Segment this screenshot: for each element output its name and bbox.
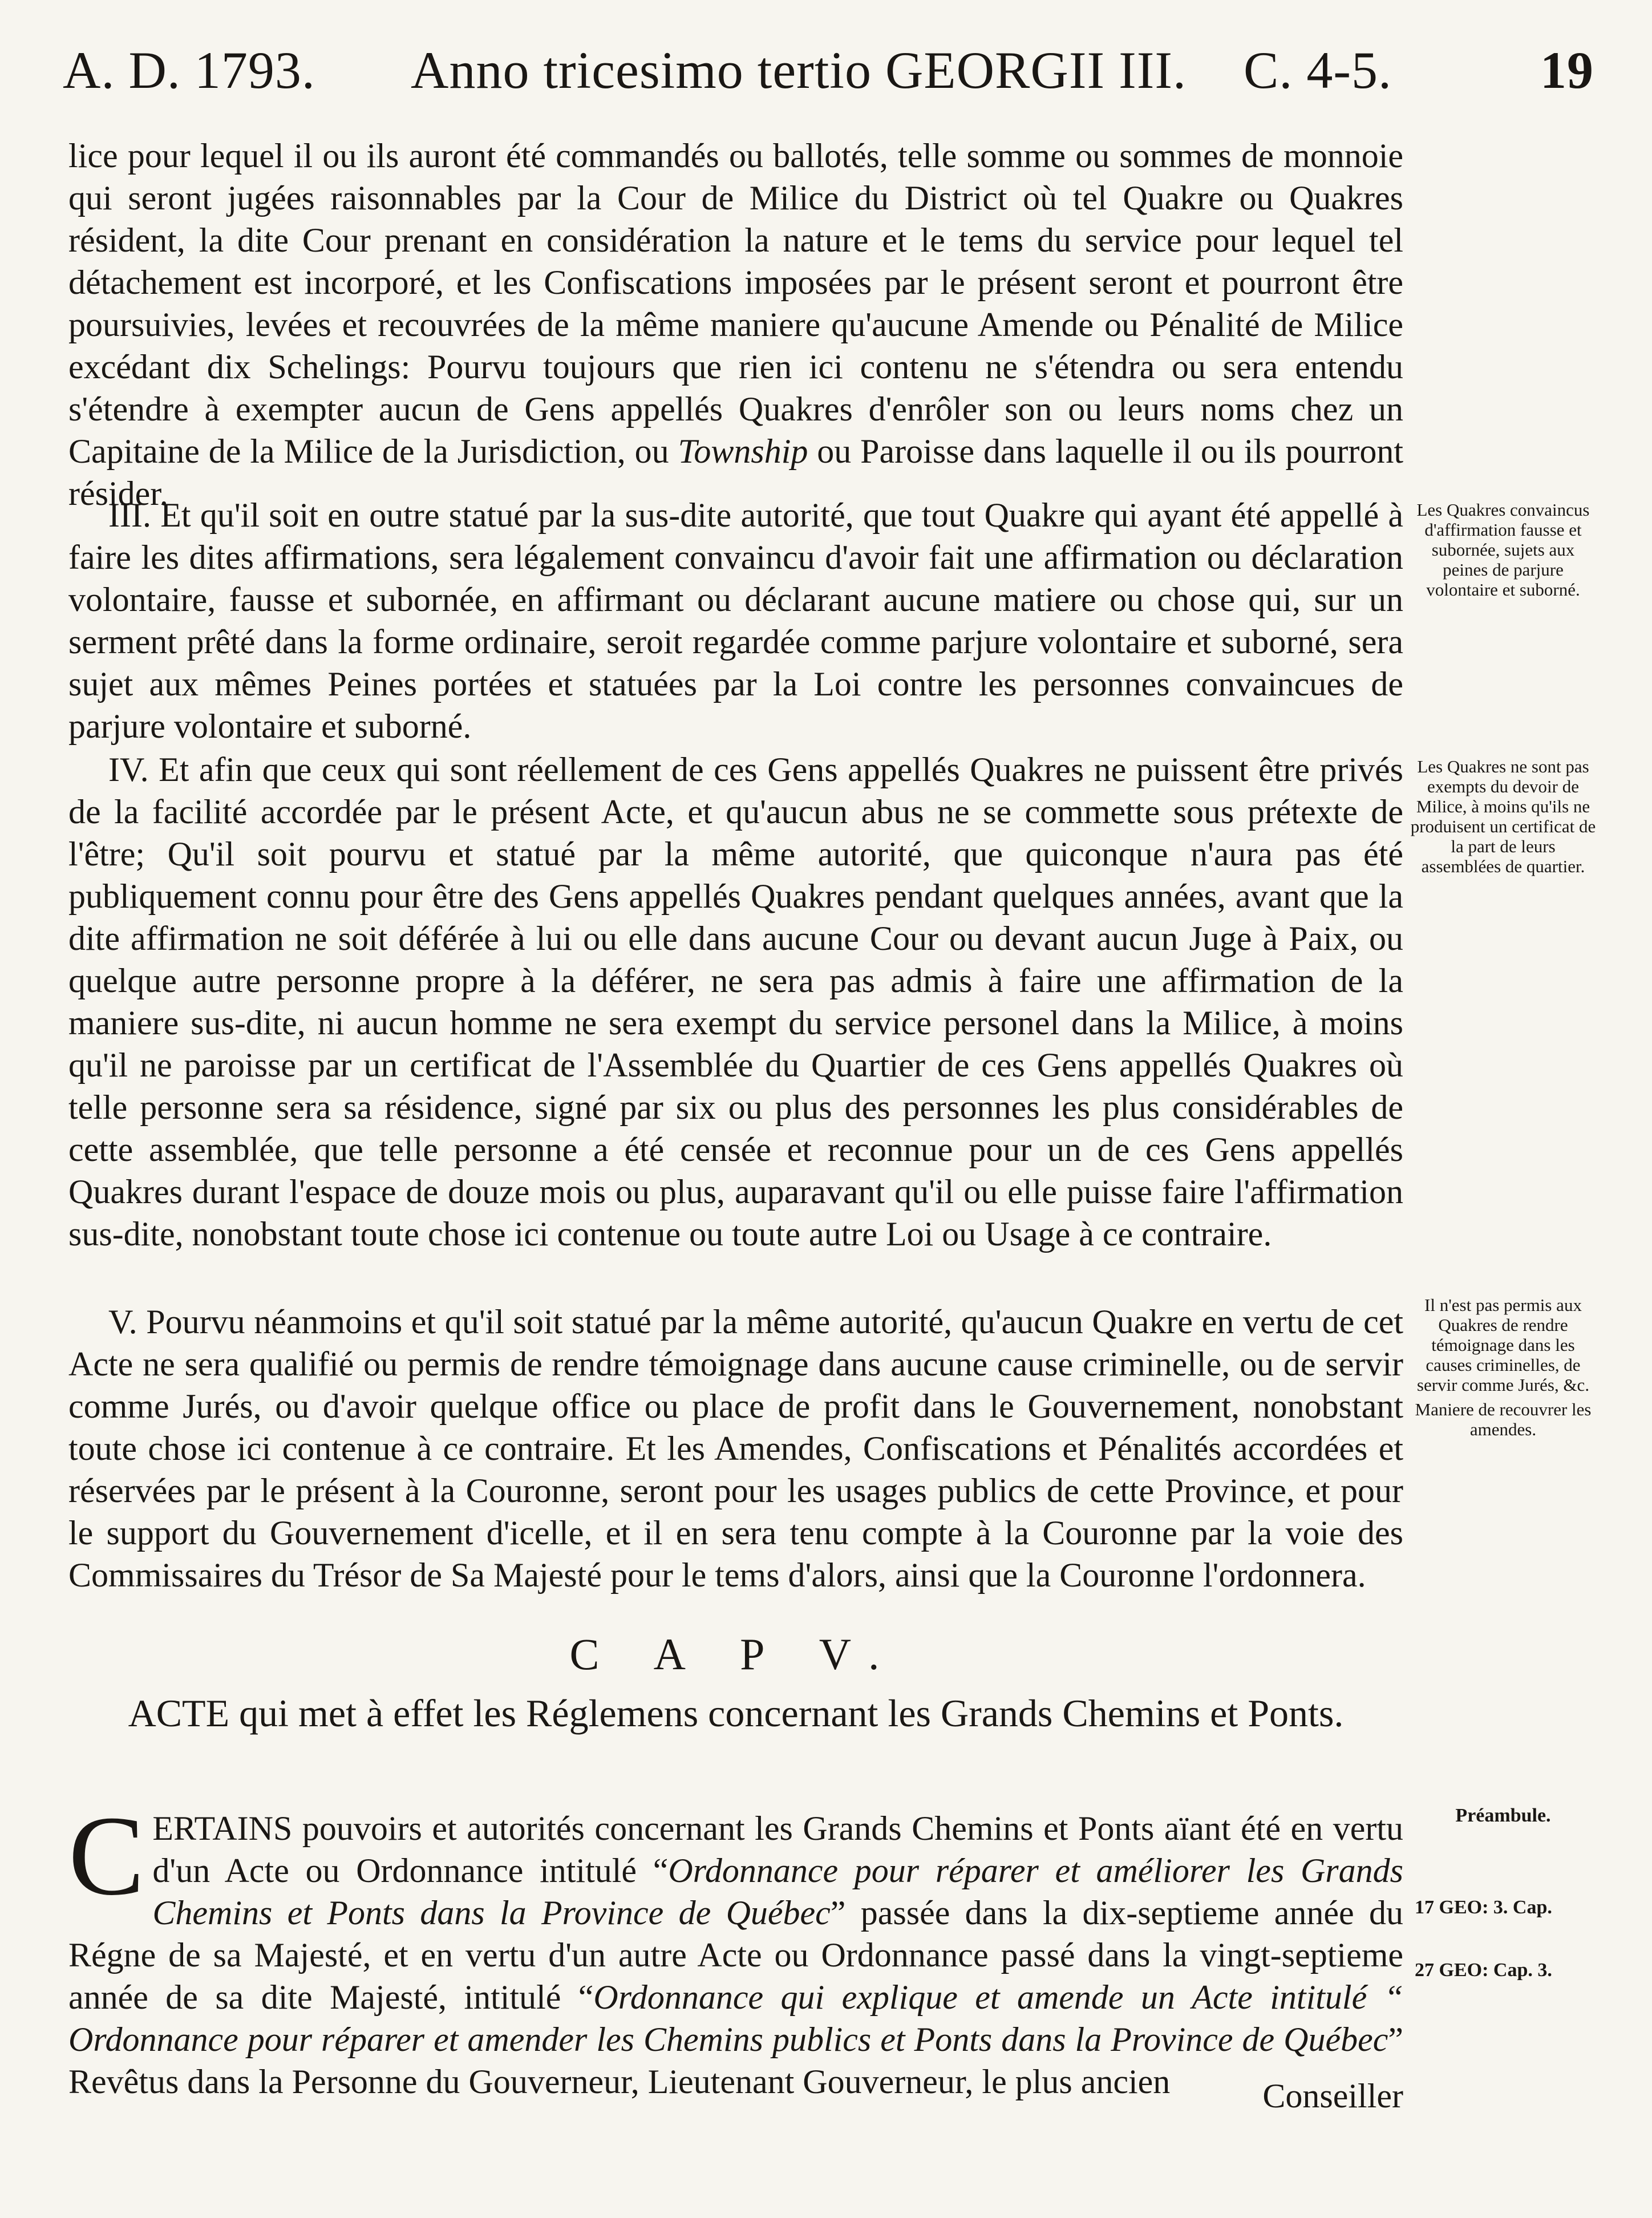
margin-note-5 xyxy=(1409,1295,1597,1444)
preamble-text-2: ” passée dans la dix-septieme année du Régne de sa Majesté, et en vertu d'un autre Acte ou Ordonnance passé dans la vingt-septieme année de sa dite Majesté, intitulé “ xyxy=(68,1894,1403,2016)
preamble-italic-1: Ordonnance pour réparer et améliorer les Grands Chemins et Ponts dans la Province de Québec xyxy=(152,1852,1403,1932)
drop-cap: C xyxy=(68,1793,145,1919)
section-4 xyxy=(68,748,1403,1255)
section-3-text: III. Et qu'il soit en outre statué par la sus-dite autorité, que tout Quakre qui ayant été appellé à faire les dites affirmations, sera légalement convaincu d'avoir fait une affirmation ou déclaration volontaire, fausse et subornée, en affirmant ou déclarant aucune matiere ou chose qui, sur un serment prêté dans la forme ordinaire, seroit regardée comme parjure volontaire et suborné, sera sujet aux mêmes Peines portées et statuées par la Loi contre les personnes convaincues de parjure volontaire et suborné. xyxy=(68,496,1403,745)
margin-note-5a-text: Il n'est pas permis aux Quakres de rendre témoignage dans les causes criminelles, de servir comme Jurés, &c. xyxy=(1416,1295,1590,1395)
running-header xyxy=(0,27,1652,113)
chapter-heading: C A P V. xyxy=(569,1629,902,1679)
paragraph-text-end: ou Paroisse dans laquelle il ou ils pourront résider. xyxy=(68,432,1403,512)
margin-preamble: Préambule. xyxy=(1455,1805,1551,1826)
catchword: Conseiller xyxy=(1262,2077,1403,2115)
preamble-text-3: ” Revêtus dans la Personne du Gouverneur, Lieutenant Gouverneur, le plus ancien xyxy=(68,2021,1403,2100)
margin-note-5b-text: Maniere de recouvrer les amendes. xyxy=(1415,1399,1592,1439)
preamble-text-1: ERTAINS pouvoirs et autorités concernant les Grands Chemins et Ponts aïant été en vertu d'un Acte ou Ordonnance intitulé “ xyxy=(152,1810,1403,1889)
section-5 xyxy=(68,1301,1403,1596)
page-number: 19 xyxy=(1540,41,1594,99)
header-year: A. D. 1793. xyxy=(63,41,315,99)
preamble-paragraph xyxy=(68,1793,1403,2103)
margin-note-3 xyxy=(1409,500,1597,604)
preamble-italic-2: Ordonnance qui explique et amende un Acte intitulé “ Ordonnance pour réparer et amender les Chemins publics et Ponts dans la Province de Québec xyxy=(68,1978,1403,2058)
header-title: Anno tricesimo tertio GEORGII III. xyxy=(411,41,1187,99)
margin-reference-2: 27 GEO: Cap. 3. xyxy=(1415,1960,1552,1981)
margin-note-4-text: Les Quakres ne sont pas exempts du devoir de Milice, à moins qu'ils ne produisent un certificat de la part de leurs assemblées de quartier. xyxy=(1410,756,1596,876)
header-chapters: C. 4-5. xyxy=(1244,41,1392,99)
act-title: ACTE qui met à effet les Réglemens concernant les Grands Chemins et Ponts. xyxy=(128,1691,1344,1735)
margin-reference-1: 17 GEO: 3. Cap. xyxy=(1415,1897,1552,1918)
margin-note-3-text: Les Quakres convaincus d'affirmation fausse et subornée, sujets aux peines de parjure volontaire et suborné. xyxy=(1416,500,1590,600)
margin-note-4 xyxy=(1409,756,1597,881)
paragraph-continuation xyxy=(68,135,1403,515)
paragraph-italic: Township xyxy=(678,432,808,470)
section-5-text: V. Pourvu néanmoins et qu'il soit statué par la même autorité, qu'aucun Quakre en vertu de cet Acte ne sera qualifié ou permis de rendre témoignage dans aucune cause criminelle, ou de servir comme Jurés, ou d'avoir quelque office ou place de profit dans le Gouvernement, nonobstant toute chose ici contenue à ce contraire. Et les Amendes, Confiscations et Pénalités accordées et réservées par le présent à la Couronne, seront pour les usages publics de cette Province, et pour le support du Gouvernement d'icelle, et il en sera tenu compte à la Couronne par la voie des Commissaires du Trésor de Sa Majesté pour le tems d'alors, ainsi que la Couronne l'ordonnera. xyxy=(68,1303,1403,1594)
section-3 xyxy=(68,494,1403,747)
section-4-text: IV. Et afin que ceux qui sont réellement de ces Gens appellés Quakres ne puissent être privés de la facilité accordée par le présent Acte, et qu'aucun abus ne se commette sous prétexte de l'être; Qu'il soit pourvu et statué par la même autorité, que quiconque n'aura pas été publiquement connu pour être des Gens appellés Quakres pendant quelques années, avant que la dite affirmation ne soit déférée à lui ou elle dans aucune Cour ou devant aucun Juge à Paix, ou quelque autre personne propre à la déférer, ne sera pas admis à faire une affirmation de la maniere sus-dite, ni aucun homme ne sera exempt du service personel dans la Milice, à moins qu'il ne paroisse par un certificat de l'Assemblée du Quartier de ces Gens appellés Quakres où telle personne sera sa résidence, signé par six ou plus des personnes les plus considérables de cette assemblée, que telle personne a été censée et reconnue pour un de ces Gens appellés Quakres durant l'espace de douze mois ou plus, auparavant qu'il ou elle puisse faire l'affirmation sus-dite, nonobstant toute chose ici contenue ou toute autre Loi ou Usage à ce contraire. xyxy=(68,751,1403,1253)
paragraph-text: lice pour lequel il ou ils auront été commandés ou ballotés, telle somme ou sommes de monnoie qui seront jugées raisonnables par la Cour de Milice du District où tel Quakre ou Quakres résident, la dite Cour prenant en considération la nature et le tems du service pour lequel tel détachement est incorporé, et les Confiscations imposées par le présent seront et pourront être poursuivies, levées et recouvrées de la même maniere qu'aucune Amende ou Pénalité de Milice excédant dix Schelings: Pourvu toujours que rien ici contenu ne s'étendra ou sera entendu s'étendre à exempter aucun de Gens appellés Quakres d'enrôler son ou leurs noms chez un Capitaine de la Milice de la Jurisdiction, ou xyxy=(68,137,1403,470)
